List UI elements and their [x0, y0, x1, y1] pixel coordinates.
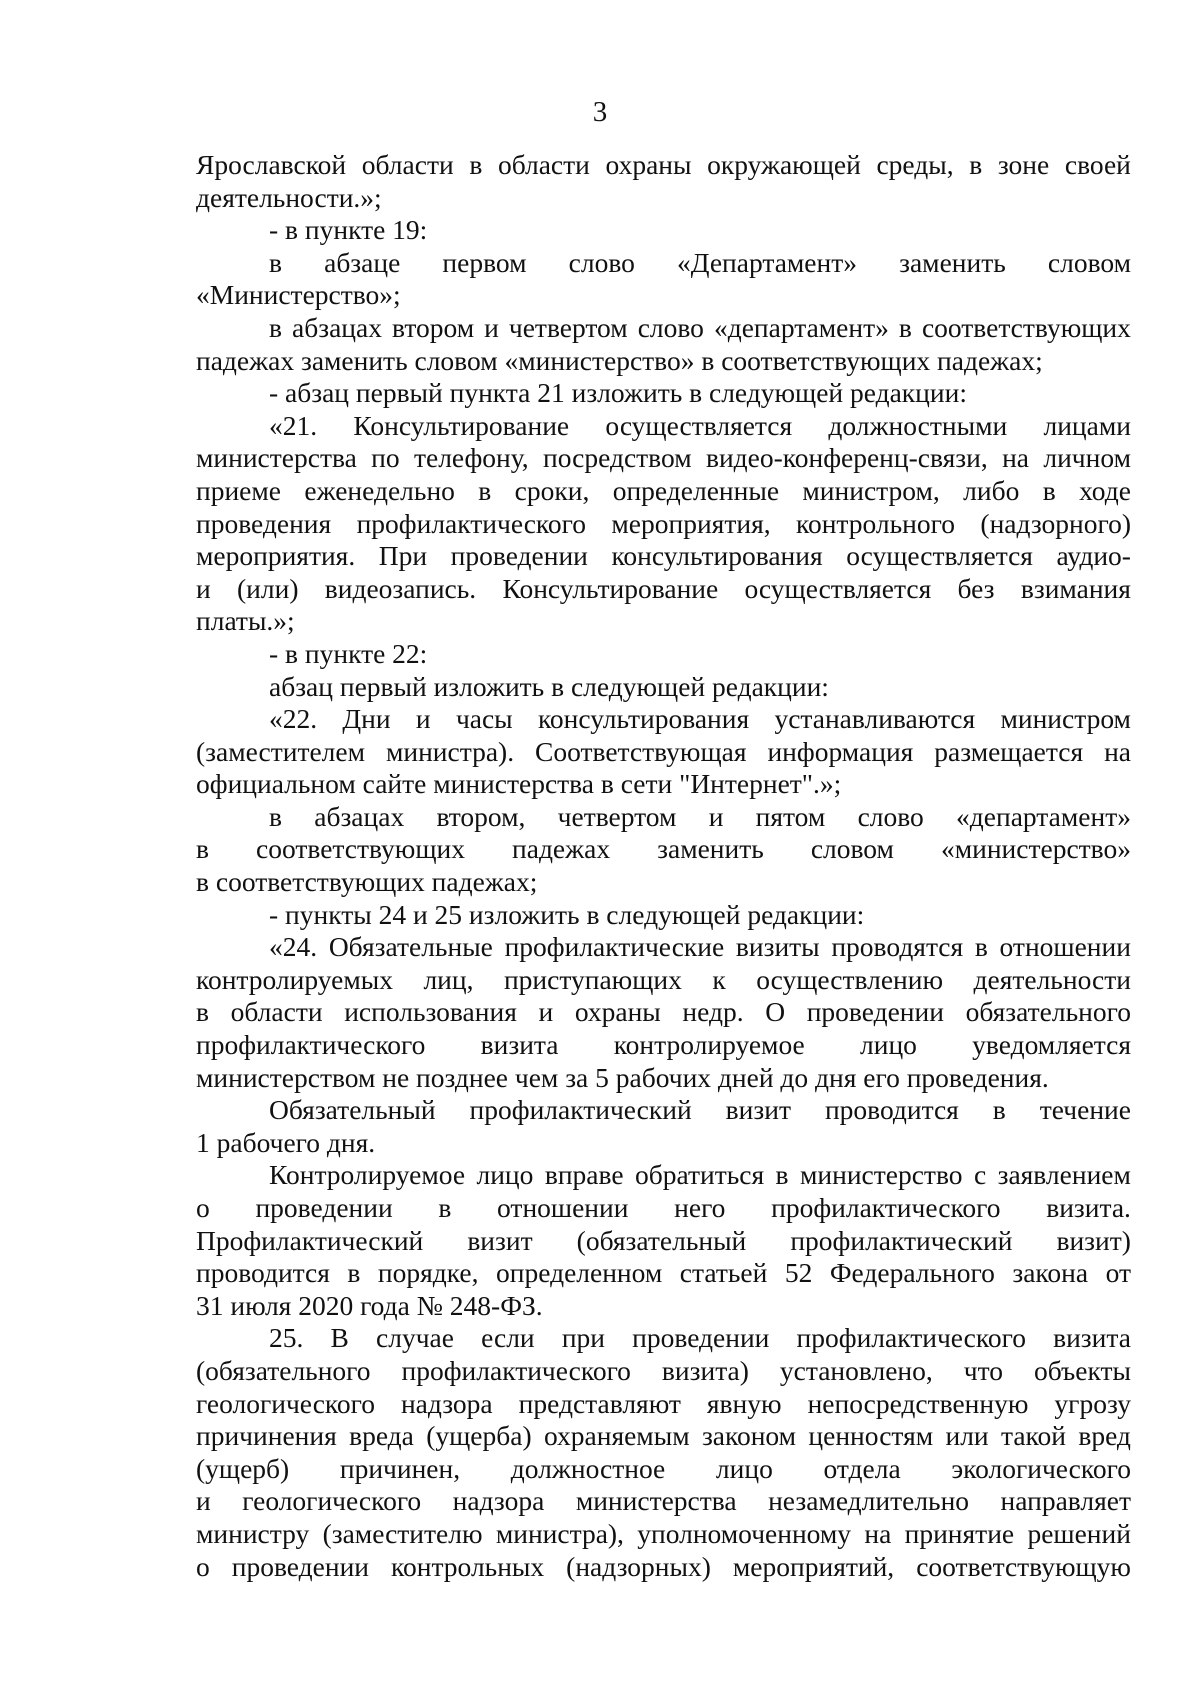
word: и [484, 311, 499, 343]
word: ходе [1079, 474, 1131, 506]
word: что [963, 1354, 1003, 1386]
text-line: платы.»; [196, 605, 295, 637]
word: если [481, 1322, 535, 1354]
word: о [196, 1192, 210, 1223]
text-line [196, 442, 1131, 475]
word: окружающей [707, 149, 861, 180]
word: министерство [799, 1159, 963, 1191]
word: деятельности [973, 963, 1131, 995]
word: охраны [574, 996, 661, 1028]
word: в [775, 1159, 789, 1191]
word: геологического [196, 1387, 375, 1419]
word: в [347, 1257, 361, 1289]
word: Дни [342, 703, 391, 735]
word: визит [467, 1224, 533, 1256]
word: профилактического [796, 1322, 1026, 1354]
word: «21. [269, 409, 318, 441]
word: слово [857, 800, 924, 832]
word: абзаце [324, 246, 401, 278]
word: и [196, 1485, 211, 1517]
word: отношении [999, 931, 1131, 963]
word: Соответствующая [535, 735, 747, 767]
text-line [196, 540, 1131, 573]
text-line [196, 1355, 1131, 1388]
text-line: 1 рабочего дня. [196, 1126, 376, 1158]
word: визита) [661, 1354, 749, 1386]
word: слово [568, 246, 635, 278]
text-line [196, 736, 1131, 769]
word: явную [706, 1387, 782, 1419]
word: охраны [605, 149, 692, 180]
word: профилактического [196, 1029, 426, 1061]
word: (надзорных) [566, 1550, 711, 1582]
word: (или) [237, 572, 299, 604]
word: Контролируемое [269, 1159, 466, 1191]
word: к [712, 963, 726, 995]
word: в [898, 311, 912, 343]
word: него [674, 1192, 726, 1223]
text-line: абзац первый изложить в следующей редакции: [269, 670, 829, 702]
text-line [196, 475, 1131, 508]
word: использования [344, 996, 517, 1028]
word: представляют [518, 1387, 681, 1419]
word: телефону, [413, 442, 529, 474]
text-line: 31 июля 2020 года № 248-ФЗ. [196, 1289, 543, 1321]
word: о [196, 1550, 210, 1582]
word: в [469, 149, 483, 180]
word: течение [1039, 1094, 1131, 1126]
word: принятие [904, 1517, 1015, 1549]
word: контролируемое [613, 1029, 805, 1061]
word: «24. [269, 931, 318, 963]
word: недр. [682, 996, 744, 1028]
text-line [196, 1322, 1131, 1355]
word: и [538, 996, 554, 1028]
word: в [1042, 474, 1056, 506]
word: направляет [1000, 1485, 1131, 1517]
text-line [196, 801, 1131, 834]
word: проводятся [831, 931, 964, 963]
word: соответствующую [916, 1550, 1131, 1582]
word: сроки, [514, 474, 590, 506]
word: соответствующих [921, 311, 1131, 343]
word: заявлением [997, 1159, 1131, 1191]
word: осуществлению [756, 963, 944, 995]
word: в [269, 246, 282, 278]
text-line: - абзац первый пункта 21 изложить в следующей редакции: [269, 377, 967, 409]
word: заменить [657, 833, 764, 865]
word: с [973, 1159, 987, 1191]
word: еженедельно [304, 474, 455, 506]
text-line: министерством не позднее чем за 5 рабочих дней до дня его проведения. [196, 1061, 1049, 1093]
word: абзацах [314, 800, 405, 832]
text-line [196, 1029, 1131, 1062]
word: Ярославской [196, 149, 347, 180]
word: уполномоченному [637, 1517, 852, 1549]
word: «22. [269, 703, 318, 735]
word: «министерство» [940, 833, 1131, 865]
word: профилактического [401, 1354, 631, 1386]
word: области [230, 996, 323, 1028]
word: четвертом [557, 800, 677, 832]
word: среды, [876, 149, 954, 180]
word: лицо [715, 1452, 773, 1484]
word: Обязательные [328, 931, 493, 963]
word: визита. [1046, 1192, 1131, 1223]
word: министру [196, 1517, 310, 1549]
word: Профилактический [196, 1224, 424, 1256]
word: контролируемых [196, 963, 393, 995]
word: в [269, 311, 282, 343]
word: в [992, 1094, 1006, 1126]
word: посредством [543, 442, 692, 474]
word: на [1002, 442, 1029, 474]
word: «Департамент» [676, 246, 857, 278]
word: (заместителю [322, 1517, 483, 1549]
word: определенные [612, 474, 780, 506]
word: (обязательного [196, 1354, 371, 1386]
word: профилактические [504, 931, 725, 963]
word: размещается [934, 735, 1084, 767]
word: проводится [824, 1094, 959, 1126]
text-line: - пункты 24 и 25 изложить в следующей редакции: [269, 898, 865, 930]
word: осуществляется [744, 572, 932, 604]
word: министра). [385, 735, 515, 767]
word: контрольного [796, 507, 955, 539]
text-line [196, 996, 1131, 1029]
word: в [438, 1192, 452, 1223]
word: первом [442, 246, 527, 278]
word: причинения [196, 1420, 337, 1452]
word: мероприятия, [611, 507, 771, 539]
word: вправе [544, 1159, 624, 1191]
word: аудио- [1056, 540, 1131, 572]
word: заменить [899, 246, 1006, 278]
word: от [1105, 1257, 1131, 1289]
word: и [708, 800, 724, 832]
word: информация [767, 735, 914, 767]
word: падежах [512, 833, 611, 865]
word: порядке, [377, 1257, 479, 1289]
word: мероприятий, [732, 1550, 895, 1582]
word: решений [1027, 1517, 1131, 1549]
word: угрозу [1054, 1387, 1131, 1419]
word: профилактический [469, 1094, 692, 1126]
word: консультирования [611, 540, 823, 572]
word: Консультирование [502, 572, 719, 604]
text-line [196, 312, 1131, 345]
text-line [196, 149, 1131, 182]
word: (заместителем [196, 735, 366, 767]
word: О [765, 996, 786, 1028]
word: (ущерб) [196, 1452, 290, 1484]
page-number: 3 [592, 96, 608, 128]
word: охраняемым [543, 1420, 690, 1452]
word: отношении [497, 1192, 629, 1223]
word: обратиться [634, 1159, 765, 1191]
word: 25. [269, 1322, 304, 1354]
word: причинен, [339, 1452, 461, 1484]
word: зоне [997, 149, 1050, 180]
word: министра), [495, 1517, 624, 1549]
word: Федерального [829, 1257, 995, 1289]
word: министерства [196, 442, 357, 474]
word: такой [1001, 1420, 1066, 1452]
word: проведении [632, 1322, 770, 1354]
word: установлено, [779, 1354, 933, 1386]
word: при [561, 1322, 605, 1354]
word: (обязательный [576, 1224, 747, 1256]
text-line [196, 931, 1131, 964]
word: контрольных [391, 1550, 545, 1582]
word: закона [1012, 1257, 1089, 1289]
text-line [196, 1225, 1131, 1258]
text-line [196, 1192, 1131, 1225]
word: слово [637, 311, 704, 343]
word: своей [1064, 149, 1131, 180]
word: Обязательный [269, 1094, 436, 1126]
word: министерства [575, 1485, 737, 1517]
word: В [330, 1322, 349, 1354]
word: вреда [349, 1420, 414, 1452]
word: проведении [231, 1550, 369, 1582]
word: видеозапись. [324, 572, 477, 604]
word: визиты [735, 931, 820, 963]
text-line [196, 573, 1131, 606]
word: вред [1078, 1420, 1131, 1452]
word: проведении [450, 540, 588, 572]
word: экологического [951, 1452, 1131, 1484]
word: области [361, 149, 454, 180]
word: соответствующих [256, 833, 465, 865]
word: лицо [860, 1029, 917, 1061]
text-line [196, 1388, 1131, 1421]
word: устанавливаются [774, 703, 976, 735]
word: словом [810, 833, 894, 865]
word: без [957, 572, 995, 604]
word: профилактического [356, 507, 586, 539]
word: на [1104, 735, 1131, 767]
word: часы [455, 703, 513, 735]
text-line: падежах заменить словом «министерство» в соответствующих падежах; [196, 344, 1043, 376]
text-line [196, 1551, 1131, 1584]
word: на [864, 1517, 892, 1549]
word: обязательного [965, 996, 1131, 1028]
word: ценностям [808, 1420, 934, 1452]
document-body [196, 149, 1131, 1583]
word: случае [376, 1322, 454, 1354]
word: проведении [806, 996, 944, 1028]
word: втором [392, 311, 475, 343]
word: непосредственную [807, 1387, 1029, 1419]
word: Консультирование [353, 409, 570, 441]
word: словом [1047, 246, 1131, 278]
word: и [415, 703, 431, 735]
word: приеме [196, 474, 281, 506]
word: личном [1043, 442, 1131, 474]
word: или [945, 1420, 989, 1452]
word: визит [725, 1094, 791, 1126]
word: в [478, 474, 492, 506]
text-line: «Министерство»; [196, 279, 401, 311]
word: в [196, 833, 209, 865]
word: мероприятия. [196, 540, 356, 572]
word: незамедлительно [768, 1485, 970, 1517]
text-line [196, 1453, 1131, 1486]
word: министром [1000, 703, 1131, 735]
word: лицо [476, 1159, 534, 1191]
text-line [196, 703, 1131, 736]
word: осуществляется [846, 540, 1033, 572]
word: лицами [1043, 409, 1131, 441]
word: (ущерба) [426, 1420, 532, 1452]
word: абзацах [292, 311, 382, 343]
word: в [269, 800, 282, 832]
word: статьей [679, 1257, 768, 1289]
word: лиц, [423, 963, 474, 995]
word: в [974, 931, 988, 963]
word: пятом [755, 800, 826, 832]
word: должностными [828, 409, 1008, 441]
word: области [497, 149, 590, 180]
word: проведении [255, 1192, 393, 1223]
text-line: - в пункте 19: [269, 214, 428, 246]
word: определенном [496, 1257, 663, 1289]
word: (надзорного) [980, 507, 1131, 539]
word: профилактического [771, 1192, 1001, 1223]
word: должностное [510, 1452, 666, 1484]
word: надзора [400, 1387, 493, 1419]
text-line: - в пункте 22: [269, 637, 428, 669]
word: визит) [1056, 1224, 1131, 1256]
word: «департамент» [956, 800, 1131, 832]
text-line [196, 1518, 1131, 1551]
word: При [378, 540, 428, 572]
word: проведения [196, 507, 332, 539]
word: в [196, 996, 209, 1028]
text-line [196, 508, 1131, 541]
text-line: в соответствующих падежах; [196, 866, 538, 898]
word: законом [701, 1420, 797, 1452]
word: взимания [1020, 572, 1131, 604]
word: министром, [802, 474, 940, 506]
text-line [196, 1094, 1131, 1127]
word: проводится [196, 1257, 330, 1289]
word: визита [480, 1029, 559, 1061]
text-line [196, 1485, 1131, 1518]
text-line: деятельности.»; [196, 181, 382, 213]
word: видео-конференц-связи, [705, 442, 988, 474]
word: либо [963, 474, 1020, 506]
word: осуществляется [605, 409, 793, 441]
word: «департамент» [713, 311, 889, 343]
text-line [196, 1420, 1131, 1453]
word: визита [1053, 1322, 1131, 1354]
word: и [196, 572, 211, 604]
text-line [196, 964, 1131, 997]
word: приступающих [503, 963, 682, 995]
word: в [969, 149, 983, 180]
word: 52 [784, 1257, 813, 1289]
text-line [196, 1159, 1131, 1192]
word: профилактический [790, 1224, 1013, 1256]
text-line [196, 833, 1131, 866]
word: геологического [242, 1485, 422, 1517]
word: надзора [452, 1485, 545, 1517]
word: четвертом [508, 311, 628, 343]
word: объекты [1033, 1354, 1131, 1386]
word: консультирования [537, 703, 750, 735]
word: уведомляется [972, 1029, 1131, 1061]
word: отдела [823, 1452, 901, 1484]
text-line: официальном сайте министерства в сети "Интернет".»; [196, 768, 842, 800]
word: по [371, 442, 400, 474]
text-line [196, 410, 1131, 443]
text-line [196, 1257, 1131, 1290]
text-line [196, 247, 1131, 280]
word: втором, [436, 800, 526, 832]
